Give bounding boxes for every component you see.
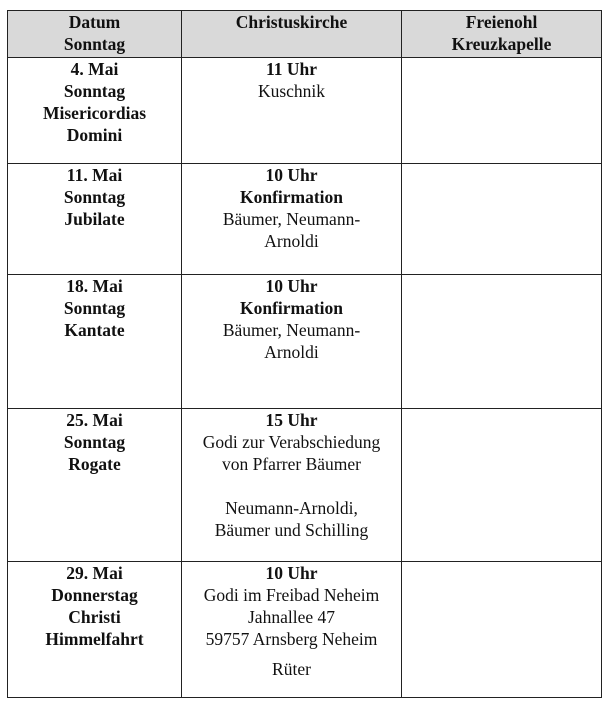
christuskirche-cell xyxy=(182,562,402,698)
christuskirche-cell xyxy=(182,58,402,164)
service-officiants: Neumann-Arnoldi, xyxy=(225,498,358,518)
service-detail: Bäumer, Neumann- xyxy=(222,209,361,229)
date-cell xyxy=(8,562,182,698)
date-line: 18. Mai xyxy=(66,276,123,296)
service-detail: Godi im Freibad Neheim xyxy=(203,585,380,605)
service-event: Konfirmation xyxy=(239,298,344,318)
table-row xyxy=(8,58,602,164)
date-line: Christi xyxy=(68,607,121,627)
freienohl-cell xyxy=(402,409,602,562)
date-line: Himmelfahrt xyxy=(45,629,144,649)
header-row xyxy=(8,11,602,58)
date-line: Sonntag xyxy=(63,81,126,101)
table-row xyxy=(8,275,602,409)
date-line: Donnerstag xyxy=(51,585,138,605)
service-event: Konfirmation xyxy=(239,187,344,207)
date-cell xyxy=(8,409,182,562)
service-detail: Godi zur Verabschiedung xyxy=(202,432,381,452)
service-detail: Arnoldi xyxy=(264,342,319,362)
date-line: 4. Mai xyxy=(70,59,119,79)
service-time: 10 Uhr xyxy=(265,276,318,296)
service-officiants: Bäumer und Schilling xyxy=(214,520,369,540)
date-line: 29. Mai xyxy=(66,563,123,583)
header-date-line: Datum xyxy=(68,12,121,32)
freienohl-cell xyxy=(402,562,602,698)
date-cell xyxy=(8,58,182,164)
header-date xyxy=(8,11,182,58)
freienohl-cell xyxy=(402,58,602,164)
date-line: Jubilate xyxy=(64,209,125,229)
date-line: Sonntag xyxy=(63,298,126,318)
service-detail: Kuschnik xyxy=(257,81,326,101)
service-detail: 59757 Arnsberg Neheim xyxy=(205,629,378,649)
spacer xyxy=(182,475,401,497)
christuskirche-cell xyxy=(182,164,402,275)
service-time: 11 Uhr xyxy=(265,59,318,79)
header-freienohl-line: Kreuzkapelle xyxy=(451,34,552,54)
date-cell xyxy=(8,164,182,275)
service-time: 10 Uhr xyxy=(265,165,318,185)
table-row xyxy=(8,164,602,275)
date-line: 11. Mai xyxy=(66,165,123,185)
header-freienohl-line: Freienohl xyxy=(465,12,538,32)
date-line: Sonntag xyxy=(63,187,126,207)
freienohl-cell xyxy=(402,164,602,275)
table-row xyxy=(8,562,602,698)
service-time: 15 Uhr xyxy=(265,410,318,430)
service-time: 10 Uhr xyxy=(265,563,318,583)
service-schedule-table xyxy=(7,10,602,698)
header-freienohl xyxy=(402,11,602,58)
christuskirche-cell xyxy=(182,409,402,562)
christuskirche-cell xyxy=(182,275,402,409)
service-detail: Jahnallee 47 xyxy=(248,607,335,627)
table-row xyxy=(8,409,602,562)
service-officiants: Rüter xyxy=(272,659,311,679)
date-line: Rogate xyxy=(68,454,121,474)
service-detail: Arnoldi xyxy=(264,231,319,251)
date-line: Domini xyxy=(66,125,123,145)
date-cell xyxy=(8,275,182,409)
service-detail: von Pfarrer Bäumer xyxy=(222,454,361,474)
header-date-line: Sonntag xyxy=(63,34,126,54)
header-christuskirche xyxy=(182,11,402,58)
freienohl-cell xyxy=(402,275,602,409)
date-line: Kantate xyxy=(64,320,125,340)
header-christuskirche-line: Christuskirche xyxy=(235,12,348,32)
date-line: 25. Mai xyxy=(66,410,123,430)
service-detail: Bäumer, Neumann- xyxy=(222,320,361,340)
date-line: Sonntag xyxy=(63,432,126,452)
date-line: Misericordias xyxy=(42,103,147,123)
